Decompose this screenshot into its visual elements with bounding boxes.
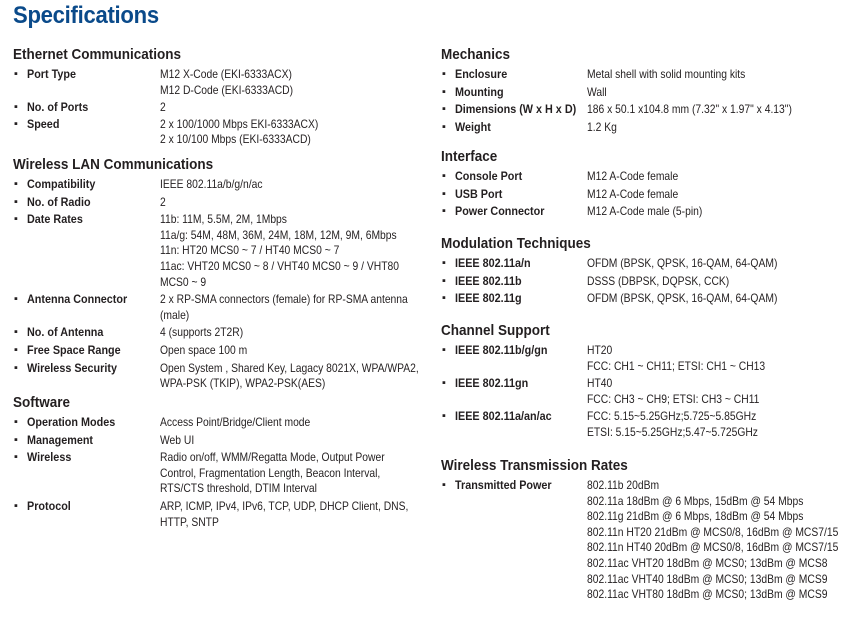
spec-values (160, 450, 433, 497)
bullet-icon: ▪ (442, 274, 446, 287)
spec-value: 802.11n HT40 20dBm @ MCS0/8, 16dBm @ MCS7/15 (587, 540, 839, 555)
spec-values (160, 343, 433, 359)
spec-label: Management (27, 432, 94, 447)
bullet-icon: ▪ (442, 377, 446, 390)
spec-value: Open System , Shared Key, Lagacy 8021X, WPA/WPA2, (160, 360, 419, 375)
spec-value: ETSI: 5.15~5.25GHz;5.47~5.725GHz (587, 424, 758, 439)
bullet-icon: ▪ (14, 361, 18, 374)
spec-value: HT40 (587, 376, 613, 391)
spec-values (160, 433, 433, 449)
spec-label: Operation Modes (27, 415, 116, 429)
bullet-icon: ▪ (442, 479, 446, 491)
bullet-icon: ▪ (14, 213, 18, 226)
spec-label: Speed (27, 116, 60, 131)
spec-value: HT20 (587, 343, 613, 357)
spec-values (587, 343, 859, 374)
spec-value: 2 x 100/1000 Mbps EKI-6333ACX) (160, 116, 319, 131)
bullet-icon: ▪ (14, 326, 18, 339)
bullet-icon: ▪ (442, 120, 446, 133)
spec-value: 1.2 Kg (587, 119, 617, 134)
spec-value: 802.11a 18dBm @ 6 Mbps, 15dBm @ 54 Mbps (587, 493, 804, 508)
spec-value: 2 x RP-SMA connectors (female) for RP-SMA antenna (160, 292, 408, 307)
bullet-icon: ▪ (442, 68, 446, 80)
spec-row-wireless-security (13, 361, 433, 392)
spec-values (587, 187, 859, 203)
spec-value: 11b: 11M, 5.5M, 2M, 1Mbps (160, 212, 287, 227)
section-ethernet-communications (13, 45, 433, 148)
spec-label: Port Type (27, 67, 77, 81)
bullet-icon: ▪ (14, 451, 18, 464)
spec-values (587, 67, 859, 83)
spec-value: 11ac: VHT20 MCS0 ~ 8 / VHT40 MCS0 ~ 9 / VHT80 (160, 258, 399, 273)
section-heading: Mechanics (441, 46, 511, 63)
bullet-icon: ▪ (14, 178, 18, 190)
spec-label: USB Port (455, 186, 503, 201)
spec-row-speed (13, 117, 433, 148)
spec-values (587, 120, 859, 136)
spec-value: 802.11b 20dBm (587, 478, 660, 492)
spec-row-no-of-ports (13, 100, 433, 116)
spec-value: FCC: CH1 ~ CH11; ETSI: CH1 ~ CH13 (587, 358, 766, 373)
spec-label: Wireless (27, 450, 72, 465)
spec-label: IEEE 802.11b (455, 273, 522, 288)
spec-value: OFDM (BPSK, QPSK, 16-QAM, 64-QAM) (587, 256, 778, 270)
spec-values (160, 117, 433, 148)
spec-label: No. of Radio (27, 194, 91, 209)
spec-row-console-port (441, 169, 859, 185)
spec-values (160, 499, 433, 530)
spec-row-antenna-connector (13, 292, 433, 323)
spec-values (160, 212, 433, 290)
section-heading: Ethernet Communications (13, 46, 182, 63)
bullet-icon: ▪ (14, 195, 18, 208)
spec-value: Access Point/Bridge/Client mode (160, 415, 311, 429)
page-title: Specifications (13, 2, 159, 29)
spec-label: IEEE 802.11a/n (455, 256, 531, 270)
spec-value: 2 (160, 194, 166, 209)
spec-value: 802.11ac VHT20 18dBm @ MCS0; 13dBm @ MCS8 (587, 555, 828, 570)
bullet-icon: ▪ (14, 499, 18, 512)
spec-row-transmitted-power (441, 478, 859, 603)
spec-row-ieee-802-11b-g-gn (441, 343, 859, 374)
spec-value: Wall (587, 84, 607, 99)
spec-values (587, 102, 859, 118)
bullet-icon: ▪ (442, 85, 446, 98)
spec-values (160, 67, 433, 98)
bullet-icon: ▪ (14, 117, 18, 130)
spec-values (160, 177, 433, 193)
spec-value: HTTP, SNTP (160, 514, 219, 529)
section-channel-support (441, 321, 859, 441)
spec-label: Weight (455, 119, 491, 134)
spec-label: IEEE 802.11g (455, 291, 522, 306)
spec-value: 11n: HT20 MCS0 ~ 7 / HT40 MCS0 ~ 7 (160, 243, 340, 258)
spec-label: Enclosure (455, 67, 508, 81)
spec-value: 802.11g 21dBm @ 6 Mbps, 18dBm @ 54 Mbps (587, 509, 804, 524)
spec-row-dimensions-w-x-h-x-d (441, 102, 859, 118)
spec-label: Transmitted Power (455, 478, 552, 492)
spec-row-wireless (13, 450, 433, 497)
spec-values (160, 100, 433, 116)
spec-label: Antenna Connector (27, 292, 128, 307)
spec-values (587, 204, 859, 220)
spec-value: Metal shell with solid mounting kits (587, 67, 746, 81)
spec-values (587, 169, 859, 185)
spec-value: M12 A-Code female (587, 169, 679, 183)
section-heading: Channel Support (441, 322, 550, 339)
spec-row-usb-port (441, 187, 859, 203)
spec-value: MCS0 ~ 9 (160, 274, 207, 289)
spec-row-mounting (441, 85, 859, 101)
bullet-icon: ▪ (442, 170, 446, 182)
bullet-icon: ▪ (14, 101, 18, 114)
bullet-icon: ▪ (442, 187, 446, 200)
spec-row-port-type (13, 67, 433, 98)
spec-row-enclosure (441, 67, 859, 83)
spec-value: M12 X-Code (EKI-6333ACX) (160, 67, 292, 81)
spec-value: Web UI (160, 432, 195, 447)
spec-label: Mounting (455, 84, 504, 99)
bullet-icon: ▪ (442, 292, 446, 305)
spec-value: (male) (160, 307, 190, 322)
spec-value: FCC: CH3 ~ CH9; ETSI: CH3 ~ CH11 (587, 391, 760, 406)
bullet-icon: ▪ (14, 433, 18, 446)
spec-values (160, 292, 433, 323)
section-wireless-lan-communications (13, 155, 433, 392)
spec-row-protocol (13, 499, 433, 530)
bullet-icon: ▪ (442, 410, 446, 423)
spec-value: FCC: 5.15~5.25GHz;5.725~5.85GHz (587, 409, 757, 424)
spec-label: Compatibility (27, 177, 96, 191)
spec-values (160, 195, 433, 211)
spec-value: WPA-PSK (TKIP), WPA2-PSK(AES) (160, 376, 326, 391)
section-interface (441, 147, 859, 220)
section-software (13, 393, 433, 530)
spec-label: Protocol (27, 498, 71, 513)
spec-values (587, 85, 859, 101)
spec-label: IEEE 802.11gn (455, 376, 529, 391)
spec-value: 4 (supports 2T2R) (160, 325, 244, 340)
section-wireless-transmission-rates (441, 456, 859, 603)
spec-value: IEEE 802.11a/b/g/n/ac (160, 177, 263, 191)
spec-row-weight (441, 120, 859, 136)
spec-label: Console Port (455, 169, 523, 183)
spec-value: RTS/CTS threshold, DTIM Interval (160, 481, 317, 496)
bullet-icon: ▪ (14, 416, 18, 428)
spec-row-ieee-802-11gn (441, 376, 859, 407)
section-modulation-techniques (441, 234, 859, 307)
section-heading: Wireless Transmission Rates (441, 457, 628, 474)
section-mechanics (441, 45, 859, 135)
spec-value: Radio on/off, WMM/Regatta Mode, Output Power (160, 450, 385, 465)
spec-label: IEEE 802.11b/g/gn (455, 343, 548, 357)
spec-values (160, 325, 433, 341)
bullet-icon: ▪ (442, 205, 446, 218)
spec-value: OFDM (BPSK, QPSK, 16-QAM, 64-QAM) (587, 291, 778, 306)
spec-row-ieee-802-11g (441, 291, 859, 307)
spec-label: No. of Ports (27, 100, 89, 115)
spec-value: 802.11ac VHT80 18dBm @ MCS0; 13dBm @ MCS9 (587, 587, 828, 602)
spec-row-no-of-radio (13, 195, 433, 211)
spec-value: M12 A-Code female (587, 186, 679, 201)
spec-label: Power Connector (455, 204, 545, 219)
spec-row-ieee-802-11b (441, 274, 859, 290)
spec-row-date-rates (13, 212, 433, 290)
bullet-icon: ▪ (442, 344, 446, 356)
spec-values (587, 291, 859, 307)
spec-row-compatibility (13, 177, 433, 193)
spec-values (160, 361, 433, 392)
bullet-icon: ▪ (14, 68, 18, 80)
spec-values (587, 256, 859, 272)
spec-values (587, 478, 859, 603)
spec-label: IEEE 802.11a/an/ac (455, 409, 552, 424)
spec-label: Free Space Range (27, 342, 121, 357)
bullet-icon: ▪ (14, 343, 18, 356)
spec-value: DSSS (DBPSK, DQPSK, CCK) (587, 273, 730, 288)
spec-row-no-of-antenna (13, 325, 433, 341)
spec-value: 11a/g: 54M, 48M, 36M, 24M, 18M, 12M, 9M, 6Mbps (160, 227, 397, 242)
spec-value: M12 D-Code (EKI-6333ACD) (160, 82, 294, 97)
spec-row-ieee-802-11a-an-ac (441, 409, 859, 440)
bullet-icon: ▪ (14, 293, 18, 306)
spec-label: Dimensions (W x H x D) (455, 102, 577, 117)
spec-values (160, 415, 433, 431)
spec-row-management (13, 433, 433, 449)
section-heading: Software (13, 394, 71, 411)
bullet-icon: ▪ (442, 103, 446, 116)
spec-value: M12 A-Code male (5-pin) (587, 204, 703, 219)
spec-values (587, 274, 859, 290)
spec-label: Date Rates (27, 212, 83, 227)
bullet-icon: ▪ (442, 257, 446, 269)
spec-value: 802.11ac VHT40 18dBm @ MCS0; 13dBm @ MCS9 (587, 571, 828, 586)
section-heading: Interface (441, 148, 498, 165)
spec-row-power-connector (441, 204, 859, 220)
spec-values (587, 409, 859, 440)
spec-label: Wireless Security (27, 360, 117, 375)
spec-value: 802.11n HT20 21dBm @ MCS0/8, 16dBm @ MCS7/15 (587, 524, 839, 539)
spec-value: 2 (160, 100, 166, 115)
spec-value: 186 x 50.1 x104.8 mm (7.32" x 1.97" x 4.13") (587, 102, 792, 117)
section-heading: Modulation Techniques (441, 235, 591, 252)
spec-row-ieee-802-11a-n (441, 256, 859, 272)
spec-label: No. of Antenna (27, 325, 104, 340)
spec-values (587, 376, 859, 407)
section-heading: Wireless LAN Communications (13, 156, 214, 173)
spec-row-free-space-range (13, 343, 433, 359)
spec-value: Open space 100 m (160, 342, 248, 357)
spec-row-operation-modes (13, 415, 433, 431)
spec-value: 2 x 10/100 Mbps (EKI-6333ACD) (160, 132, 311, 147)
spec-value: ARP, ICMP, IPv4, IPv6, TCP, UDP, DHCP Client, DNS, (160, 498, 409, 513)
spec-value: Control, Fragmentation Length, Beacon Interval, (160, 465, 381, 480)
